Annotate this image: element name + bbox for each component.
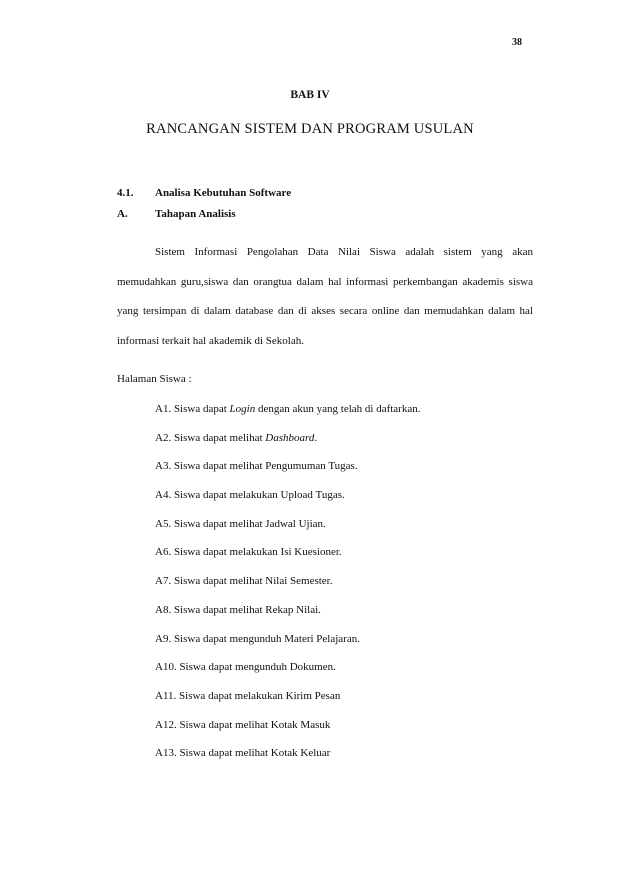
page-number: 38 — [512, 37, 522, 48]
list-item: A11. Siswa dapat melakukan Kirim Pesan — [155, 689, 341, 702]
list-item: A2. Siswa dapat melihat Dashboard. — [155, 431, 318, 444]
list-item: A13. Siswa dapat melihat Kotak Keluar — [155, 747, 331, 760]
list-heading: Halaman Siswa : — [117, 373, 192, 385]
list-item: A5. Siswa dapat melihat Jadwal Ujian. — [155, 517, 326, 530]
list-item: A8. Siswa dapat melihat Rekap Nilai. — [155, 603, 321, 616]
subsection-number: A. — [117, 208, 128, 220]
list-item: A10. Siswa dapat mengunduh Dokumen. — [155, 661, 336, 674]
section-title: Analisa Kebutuhan Software — [155, 187, 292, 199]
subsection-title: Tahapan Analisis — [155, 208, 236, 220]
list-item: A3. Siswa dapat melihat Pengumuman Tugas. — [155, 460, 358, 473]
list-item: A6. Siswa dapat melakukan Isi Kuesioner. — [155, 546, 342, 559]
list-item: A12. Siswa dapat melihat Kotak Masuk — [155, 718, 331, 731]
paragraph-text: Sistem Informasi Pengolahan Data Nilai Siswa adalah sistem yang akan memudahkan guru,siswa dan orangtua dalam hal informasi perkembangan akademis siswa yang tersimpan di dalam database dan di akses secara online dan memudahkan dalam hal informasi terkait hal akademik di Sekolah. — [117, 246, 533, 347]
list-item: A1. Siswa dapat Login dengan akun yang telah di daftarkan. — [155, 403, 421, 415]
body-paragraph — [117, 238, 533, 356]
requirement-list — [155, 395, 420, 768]
chapter-title: RANCANGAN SISTEM DAN PROGRAM USULAN — [146, 121, 474, 137]
list-item: A4. Siswa dapat melakukan Upload Tugas. — [155, 489, 345, 502]
list-item: A7. Siswa dapat melihat Nilai Semester. — [155, 575, 333, 588]
list-item: A9. Siswa dapat mengunduh Materi Pelajaran. — [155, 632, 360, 645]
section-number: 4.1. — [117, 187, 134, 199]
chapter-label: BAB IV — [290, 89, 330, 101]
